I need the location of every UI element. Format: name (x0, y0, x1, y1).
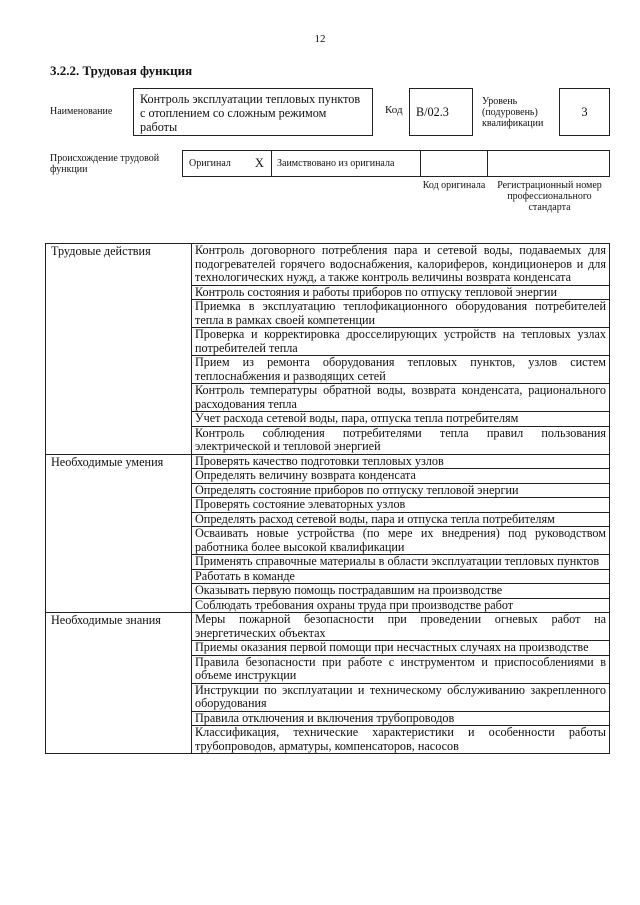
origin-label: Происхождение трудовой функции (50, 153, 160, 175)
section-item: Проверять качество подготовки тепловых узлов (192, 454, 610, 469)
section-item: Учет расхода сетевой воды, пара, отпуска тепла потребителям (192, 412, 610, 427)
section-item: Контроль соблюдения потребителями тепла правил пользования электрической и тепловой энергией (192, 426, 610, 454)
section-item: Классификация, технические характеристики и особенности работы трубопроводов, арматуры, компенсаторов, насосов (192, 726, 610, 754)
origin-original-box (182, 150, 272, 177)
section-item: Инструкции по эксплуатации и техническому обслуживанию закрепленного оборудования (192, 683, 610, 711)
labor-function-table (45, 243, 610, 754)
section-item: Правила отключения и включения трубопроводов (192, 711, 610, 726)
qualification-level-label: Уровень (подуровень) квалификации (482, 96, 544, 129)
code-original-label: Код оригинала (422, 180, 486, 191)
section-item: Определять величину возврата конденсата (192, 469, 610, 484)
section-item: Прием из ремонта оборудования тепловых пунктов, узлов систем теплоснабжения и разводящих сетей (192, 356, 610, 384)
section-title: 3.2.2. Трудовая функция (50, 63, 193, 78)
borrowed-label: Заимствовано из оригинала (277, 158, 395, 169)
qualification-level-box (559, 88, 610, 136)
section-item: Правила безопасности при работе с инструментом и приспособлениями в объеме инструкции (192, 655, 610, 683)
section-item: Меры пожарной безопасности при проведении огневых работ на энергетических объектах (192, 613, 610, 641)
qualification-level-value: 3 (581, 104, 588, 119)
section-item: Контроль температуры обратной воды, возврата конденсата, рационального расходования тепла (192, 384, 610, 412)
section-item: Проверять состояние элеваторных узлов (192, 498, 610, 513)
page-number: 12 (314, 33, 326, 45)
section-item: Применять справочные материалы в области эксплуатации тепловых пунктов (192, 555, 610, 570)
original-label: Оригинал (189, 158, 231, 169)
table-row (46, 244, 610, 286)
code-original-box (420, 150, 488, 177)
code-value: В/02.3 (416, 104, 449, 119)
section-item: Работать в команде (192, 569, 610, 584)
section-category: Трудовые действия (46, 244, 192, 455)
section-item: Проверка и корректировка дросселирующих устройств на тепловых узлах потребителей тепла (192, 328, 610, 356)
original-checkmark: X (254, 156, 264, 170)
section-item: Контроль договорного потребления пара и сетевой воды, подаваемых для подогревателей горячего водоснабжения, калориферов, кондиционеров и для технологических нужд, а также контроль величины возврата конденсата (192, 244, 610, 286)
section-item: Оказывать первую помощь пострадавшим на производстве (192, 584, 610, 599)
origin-borrowed-box (271, 150, 421, 177)
code-box (409, 88, 473, 136)
function-name-value: Контроль эксплуатации тепловых пунктов с отоплением со сложным режимом работы (140, 92, 361, 134)
table-row (46, 454, 610, 469)
section-item: Определять состояние приборов по отпуску тепловой энергии (192, 483, 610, 498)
section-item: Определять расход сетевой воды, пара и отпуска тепла потребителям (192, 512, 610, 527)
section-item: Соблюдать требования охраны труда при производстве работ (192, 598, 610, 613)
section-item: Контроль состояния и работы приборов по отпуску тепловой энергии (192, 285, 610, 300)
reg-number-label: Регистрационный номер профессионального стандарта (497, 180, 602, 213)
code-label: Код (385, 104, 403, 116)
section-category: Необходимые знания (46, 613, 192, 754)
section-category: Необходимые умения (46, 454, 192, 613)
name-label: Наименование (50, 106, 113, 117)
table-row (46, 613, 610, 641)
section-item: Осваивать новые устройства (по мере их внедрения) под руководством работника более высокой квалификации (192, 527, 610, 555)
function-name-box (133, 88, 373, 136)
reg-number-box (487, 150, 610, 177)
section-item: Приемы оказания первой помощи при несчастных случаях на производстве (192, 641, 610, 656)
section-item: Приемка в эксплуатацию теплофикационного оборудования потребителей тепла в рамках своей компетенции (192, 300, 610, 328)
